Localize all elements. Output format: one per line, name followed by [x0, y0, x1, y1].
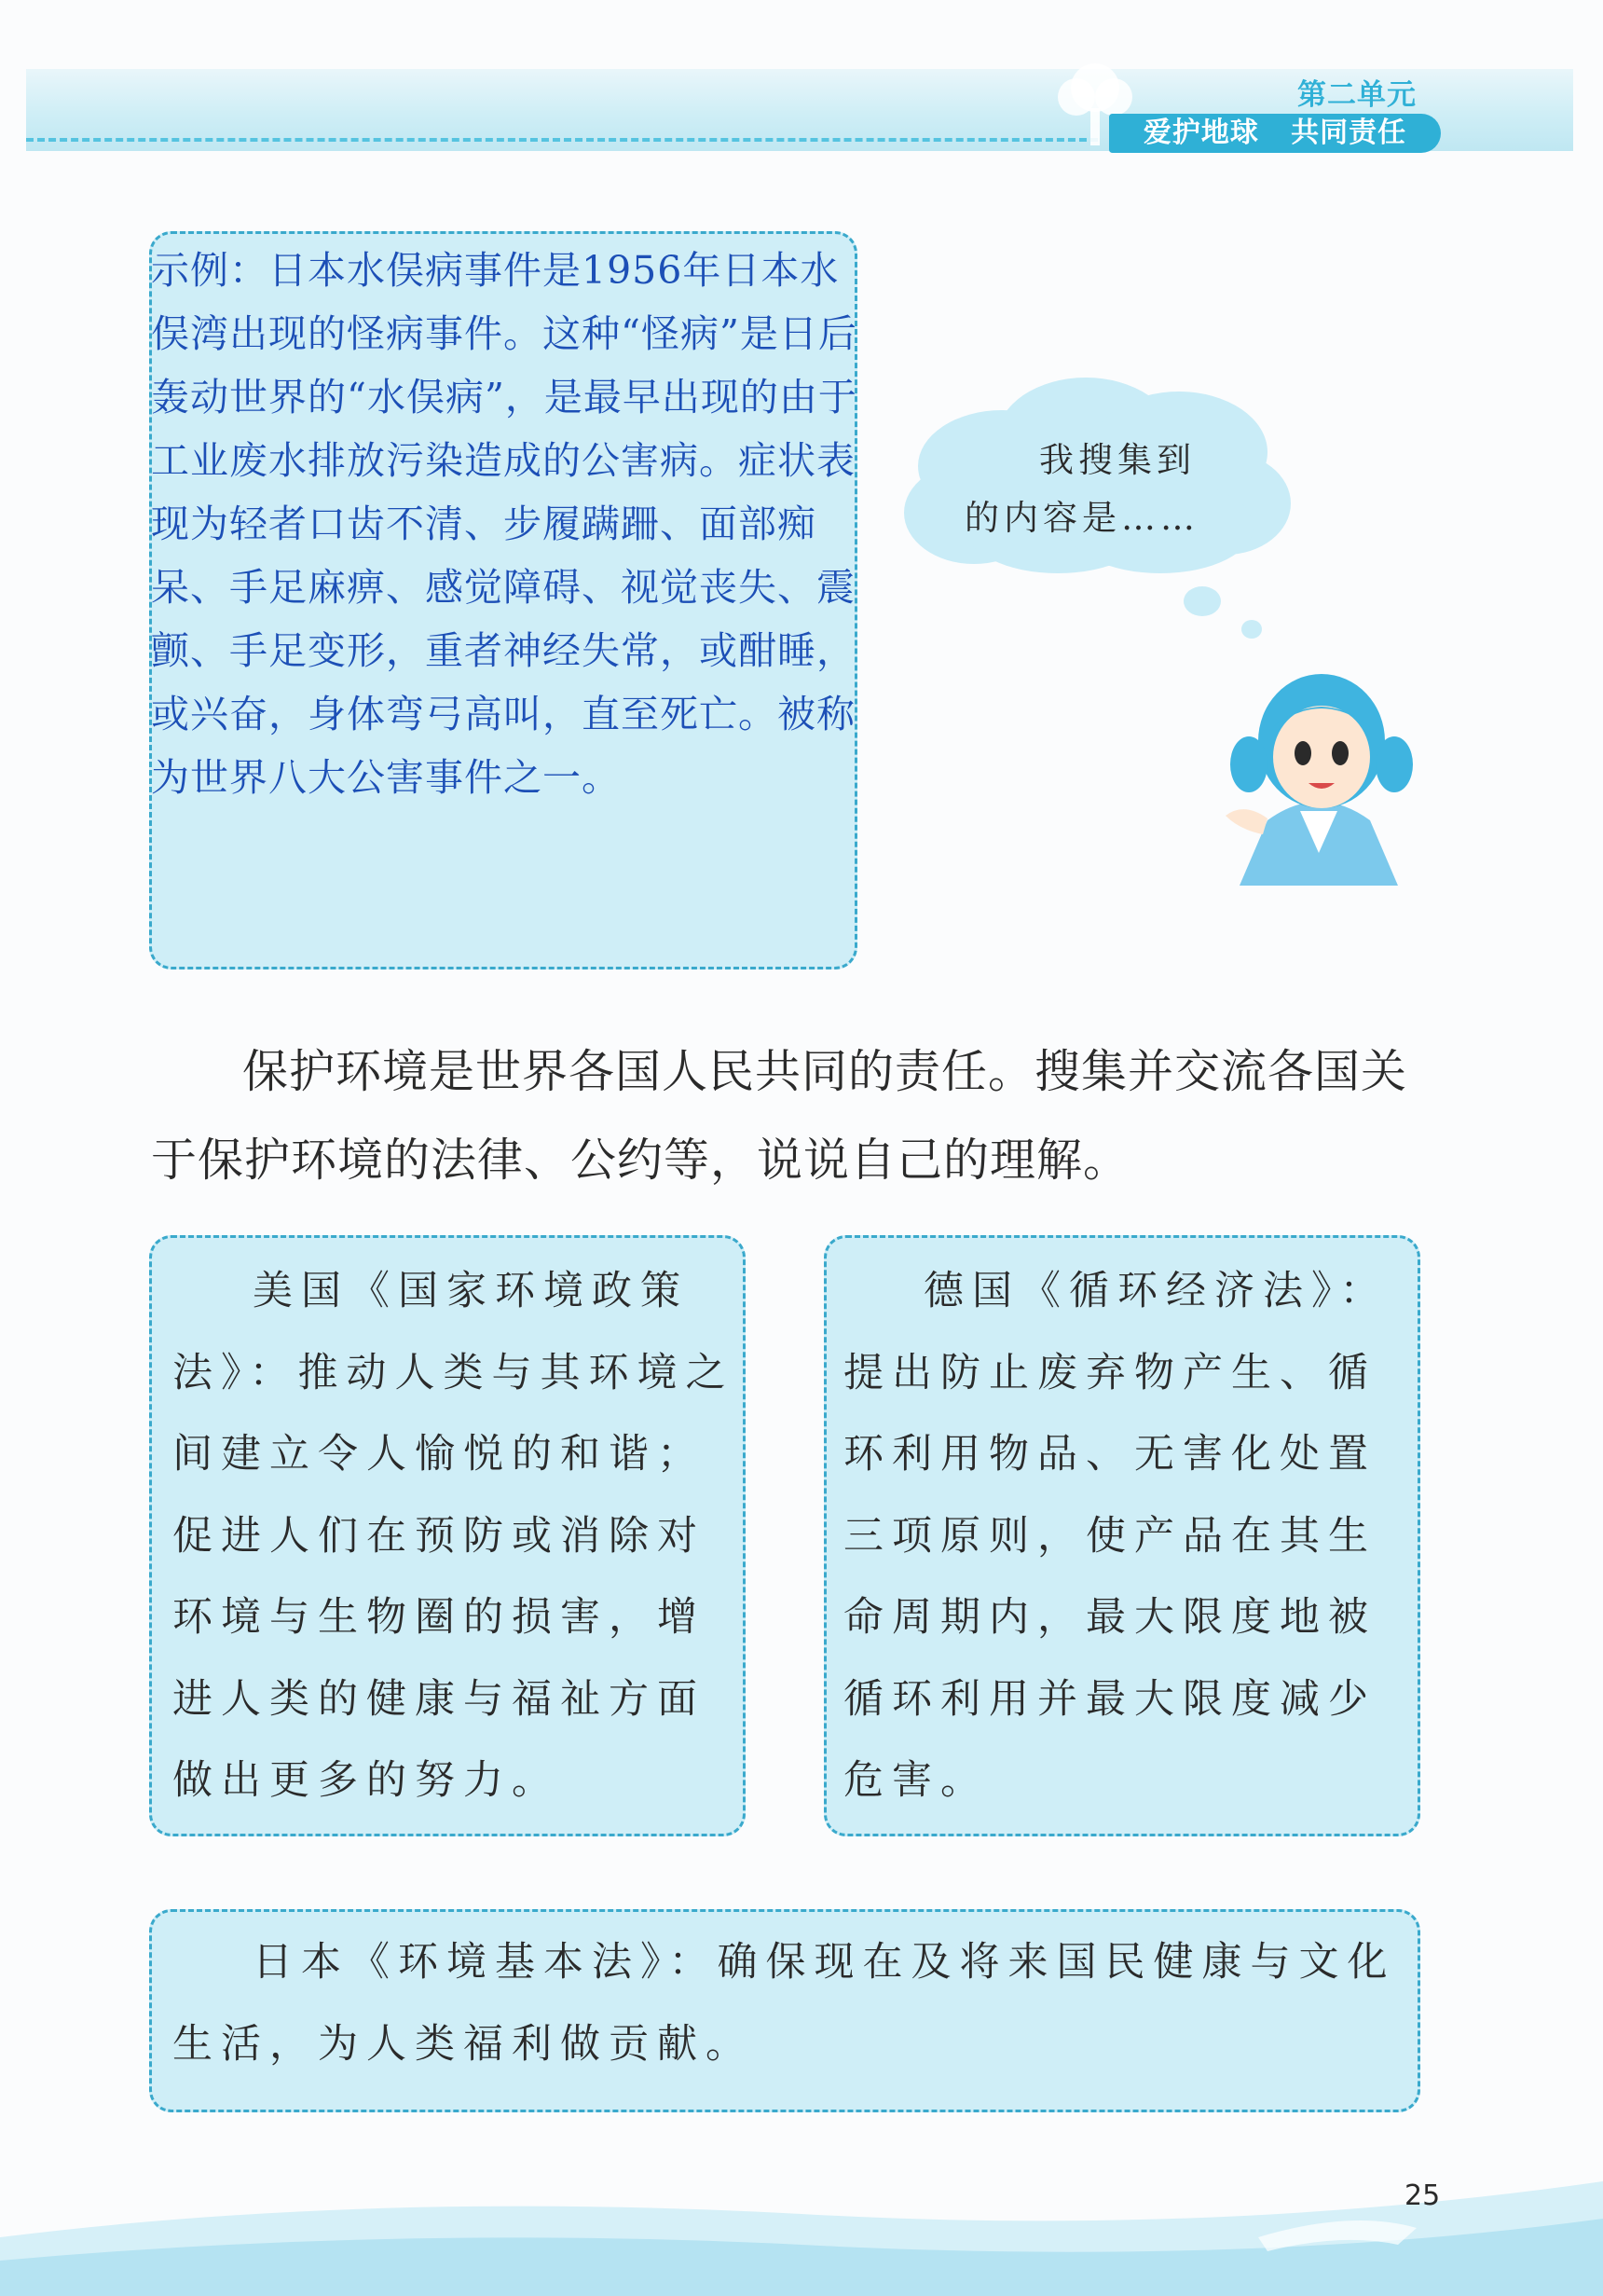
footer-wave	[0, 2172, 1603, 2296]
unit-number: 第二单元	[1297, 78, 1417, 112]
japan-law-content: 日本《环境基本法》：确保现在及将来国民健康与文化生活，为人类福利做贡献。	[172, 1939, 1396, 2068]
girl-illustration	[1212, 653, 1426, 886]
usa-law-content: 美国《国家环境政策法》：推动人类与其环境之间建立令人愉悦的和谐；促进人们在预防或消除对环境与生物圈的损害，增进人类的健康与福祉方面做出更多的努力。	[172, 1268, 734, 1804]
japan-law-text	[172, 1922, 1407, 2085]
germany-law-text	[843, 1251, 1407, 1822]
germany-law-content: 德国《循环经济法》：提出防止废弃物产生、循环利用物品、无害化处置三项原则，使产品在其生命周期内，最大限度地被循环利用并最大限度减少危害。	[843, 1268, 1389, 1804]
unit-theme: 爱护地球 共同责任	[1109, 114, 1441, 153]
bubble-line-2: 的内容是……	[965, 498, 1199, 538]
bubble-line-1: 我搜集到	[1039, 440, 1196, 480]
page-number: 25	[1404, 2179, 1441, 2212]
example-text: 示例：日本水俣病事件是1956年日本水俣湾出现的怪病事件。这种“怪病”是日后轰动世界的“水俣病”，是最早出现的由于工业废水排放污染造成的公害病。症状表现为轻者口齿不清、步履蹒跚、面部痴呆、手足麻痹、感觉障碍、视觉丧失、震颤、手足变形，重者神经失常，或酣睡，或兴奋，身体弯弓高叫，直至死亡。被称为世界八大公害事件之一。	[151, 248, 857, 800]
instruction-paragraph: 保护环境是世界各国人民共同的责任。搜集并交流各国关于保护环境的法律、公约等，说说自己的理解。	[151, 1045, 1408, 1187]
usa-law-text	[172, 1251, 736, 1822]
header-divider	[26, 138, 1098, 142]
